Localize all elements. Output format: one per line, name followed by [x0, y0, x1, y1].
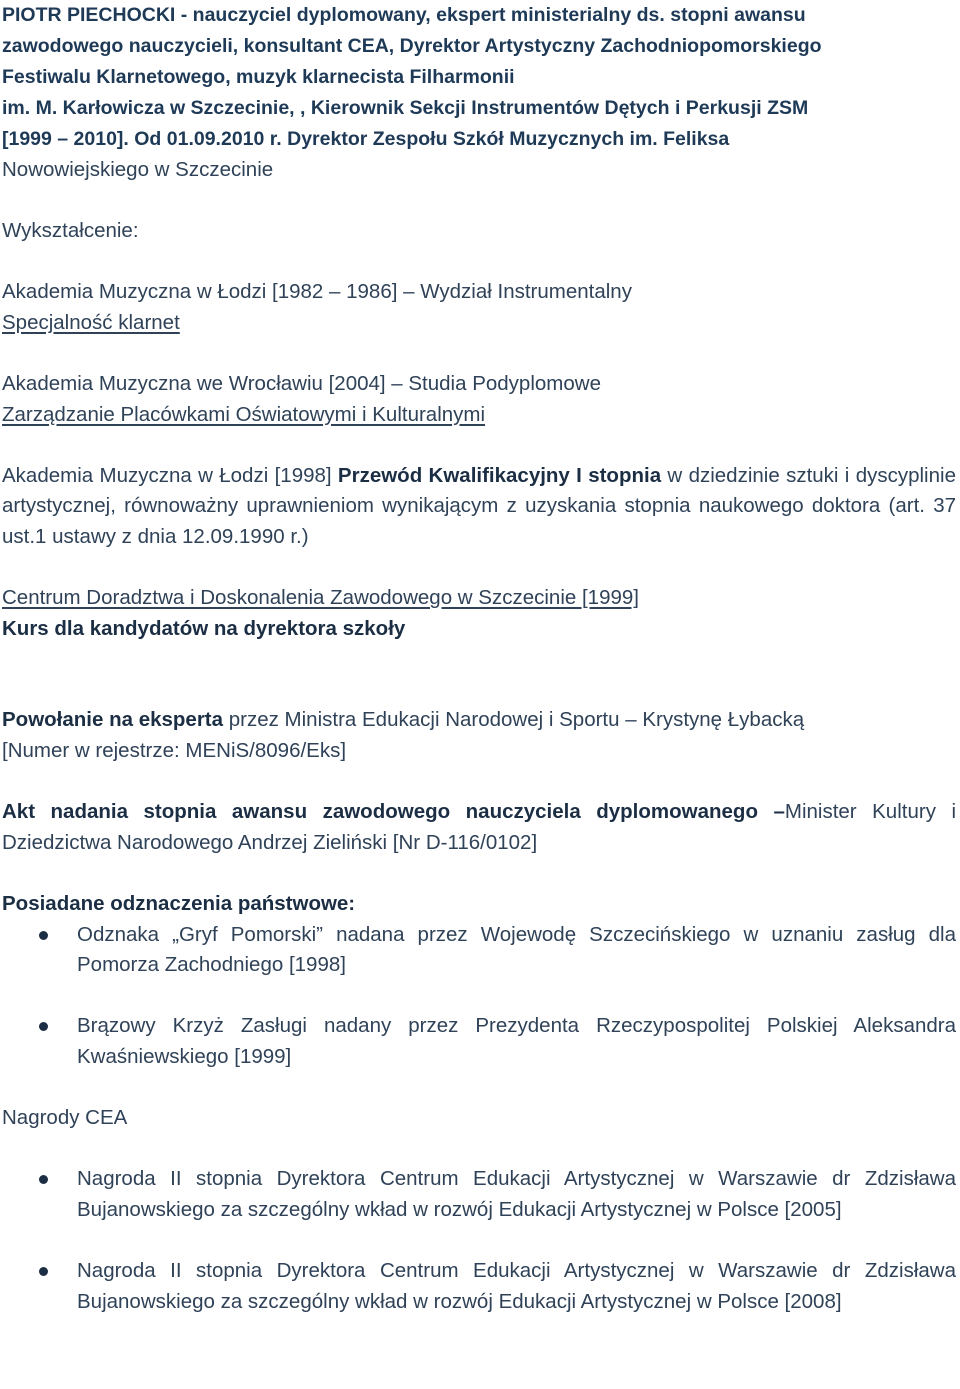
bio-header-line: Nowowiejskiego w Szczecinie	[2, 157, 274, 181]
course-entry	[2, 583, 956, 644]
bullet-icon	[39, 1022, 48, 1031]
education-entry-line: Akademia Muzyczna w Łodzi [1982 – 1986] – Wydział Instrumentalny	[2, 280, 632, 304]
list-item-text: Brązowy Krzyż Zasługi nadany przez Prezydenta Rzeczypospolitej Polskiej Aleksandra Kwaśniewskiego [1999]	[77, 1014, 956, 1068]
list-item	[2, 1164, 956, 1225]
bio-header-line: [1999 – 2010]. Od 01.09.2010 r. Dyrektor Zespołu Szkół Muzycznych im. Feliksa	[2, 127, 730, 150]
list-item	[2, 1011, 956, 1072]
cea-awards-list	[2, 1164, 956, 1317]
doctorate-paragraph	[2, 461, 956, 553]
appointment-details: przez Ministra Edukacji Narodowej i Sportu – Krystynę Łybacką	[223, 708, 805, 732]
bio-header-line: PIOTR PIECHOCKI - nauczyciel dyplomowany, ekspert ministerialny ds. stopni awansu	[2, 4, 806, 26]
list-item-text: Nagroda II stopnia Dyrektora Centrum Edukacji Artystycznej w Warszawie dr Zdzisława Bujanowskiego za szczególny wkład w rozwój Edukacji Artystycznej w Polsce [2008]	[77, 1259, 956, 1313]
appointment-title: Powołanie na eksperta	[2, 708, 224, 732]
bio-header	[2, 0, 956, 185]
document-body	[2, 185, 956, 1317]
education-entry-specialty: Specjalność klarnet	[2, 310, 180, 334]
bio-header-line: Festiwalu Klarnetowego, muzyk klarnecista Filharmonii	[2, 65, 515, 88]
doctorate-prefix: Akademia Muzyczna w Łodzi [1998]	[2, 463, 338, 487]
education-heading: Wykształcenie:	[2, 219, 139, 243]
bullet-icon	[39, 1175, 48, 1184]
state-awards-list	[2, 920, 956, 1073]
state-awards-heading: Posiadane odznaczenia państwowe:	[2, 891, 356, 915]
doctorate-suffix: w dziedzinie sztuki i dyscyplinie artystycznej, równoważny uprawnieniom wynikającym z uzyskania stopnia naukowego doktora (art. 37 ust.1 ustawy z dnia 12.09.1990 r.)	[2, 463, 956, 548]
appointment-registry: [Numer w rejestrze: MENiS/8096/Eks]	[2, 738, 347, 762]
bio-header-line: zawodowego nauczycieli, konsultant CEA, Dyrektor Artystyczny Zachodniopomorskiego	[2, 34, 822, 57]
bio-header-line: im. M. Karłowicza w Szczecinie, , Kierownik Sekcji Instrumentów Dętych i Perkusji ZSM	[2, 96, 809, 119]
list-item	[2, 1256, 956, 1317]
bullet-icon	[39, 1267, 48, 1276]
education-entry	[2, 277, 956, 338]
course-institution: Centrum Doradztwa i Doskonalenia Zawodowego w Szczecinie [1999]	[2, 586, 639, 610]
promotion-paragraph	[2, 797, 956, 858]
appointment-paragraph	[2, 705, 956, 766]
promotion-details: Minister Kultury i Dziedzictwa Narodowego Andrzej Zieliński [Nr D-116/0102]	[2, 800, 956, 854]
education-entry-line: Akademia Muzyczna we Wrocławiu [2004] – Studia Podyplomowe	[2, 372, 601, 395]
list-item-text: Odznaka „Gryf Pomorski” nadana przez Wojewodę Szczecińskiego w uznaniu zasług dla Pomorza Zachodniego [1998]	[77, 922, 956, 977]
education-entry-specialty: Zarządzanie Placówkami Oświatowymi i Kulturalnymi	[2, 402, 486, 426]
list-item-text: Nagroda II stopnia Dyrektora Centrum Edukacji Artystycznej w Warszawie dr Zdzisława Bujanowskiego za szczególny wkład w rozwój Edukacji Artystycznej w Polsce [2005]	[77, 1167, 956, 1221]
list-item	[2, 920, 956, 981]
education-entry	[2, 369, 956, 430]
promotion-title: Akt nadania stopnia awansu zawodowego nauczyciela dyplomowanego –	[2, 800, 785, 824]
doctorate-title: Przewód Kwalifikacyjny I stopnia	[337, 463, 662, 487]
course-title: Kurs dla kandydatów na dyrektora szkoły	[2, 616, 406, 640]
bullet-icon	[39, 931, 48, 940]
cea-awards-heading: Nagrody CEA	[2, 1106, 128, 1130]
